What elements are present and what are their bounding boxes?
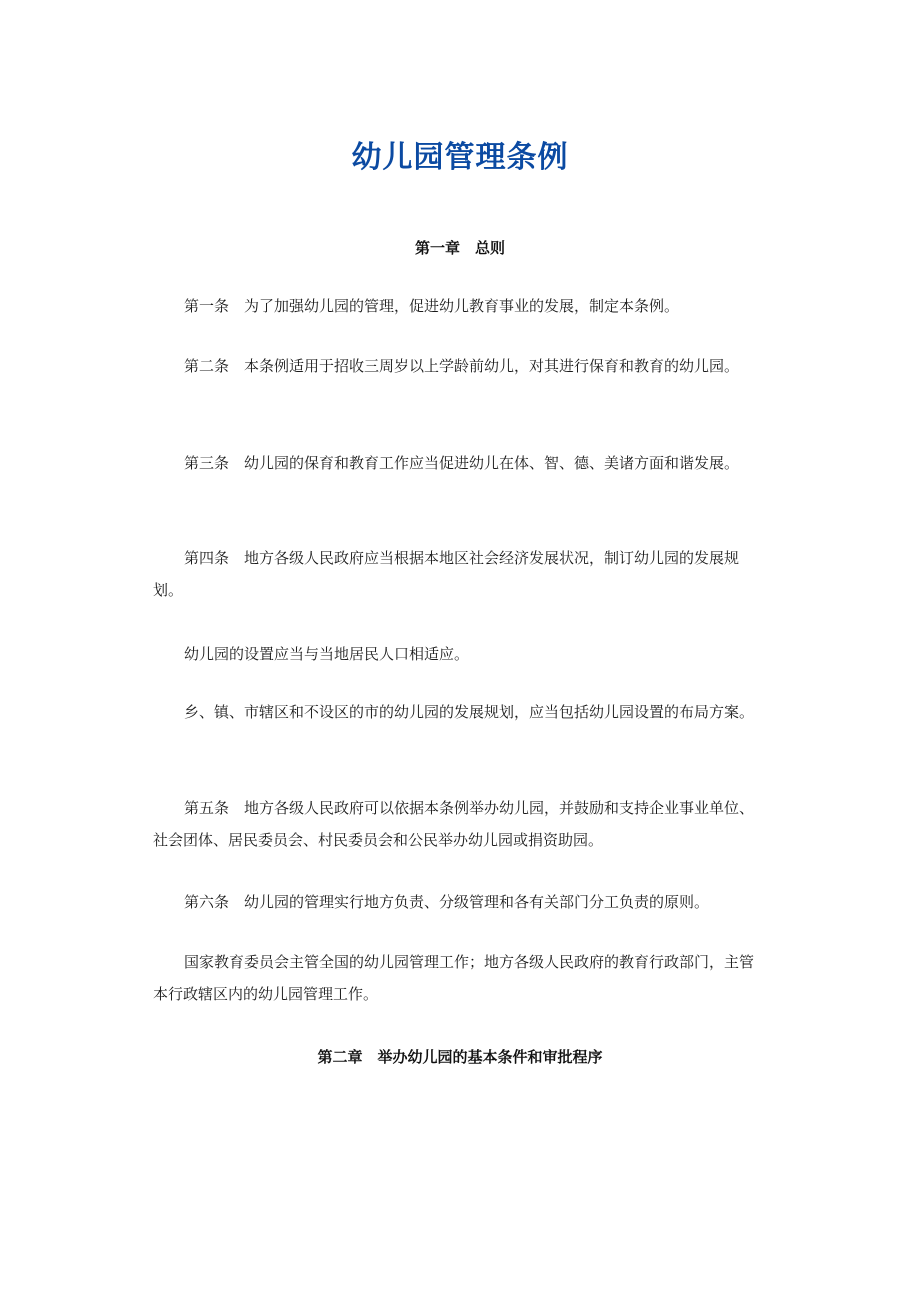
article-1: 第一条 为了加强幼儿园的管理，促进幼儿教育事业的发展，制定本条例。: [184, 297, 680, 315]
article-2: 第二条 本条例适用于招收三周岁以上学龄前幼儿，对其进行保育和教育的幼儿园。: [184, 357, 740, 375]
article-6-paragraph-2: 国家教育委员会主管全国的幼儿园管理工作；地方各级人民政府的教育行政部门，主管本行政辖区内的幼儿园管理工作。: [153, 953, 755, 1003]
article-4-paragraph-3: 乡、镇、市辖区和不设区的市的幼儿园的发展规划，应当包括幼儿园设置的布局方案。: [184, 703, 755, 721]
article-4: 第四条 地方各级人民政府应当根据本地区社会经济发展状况，制订幼儿园的发展规划。: [153, 549, 740, 599]
article-6: 第六条 幼儿园的管理实行地方负责、分级管理和各有关部门分工负责的原则。: [184, 893, 710, 911]
article-4-paragraph-2: 幼儿园的设置应当与当地居民人口相适应。: [184, 645, 470, 663]
article-5: 第五条 地方各级人民政府可以依据本条例举办幼儿园，并鼓励和支持企业事业单位、社会团体、居民委员会、村民委员会和公民举办幼儿园或捐资助园。: [153, 799, 755, 849]
chapter-heading-2: 第二章 举办幼儿园的基本条件和审批程序: [317, 1048, 603, 1066]
document-title: 幼儿园管理条例: [351, 140, 569, 175]
chapter-heading-1: 第一章 总则: [414, 239, 505, 257]
article-3: 第三条 幼儿园的保育和教育工作应当促进幼儿在体、智、德、美诸方面和谐发展。: [184, 454, 740, 472]
